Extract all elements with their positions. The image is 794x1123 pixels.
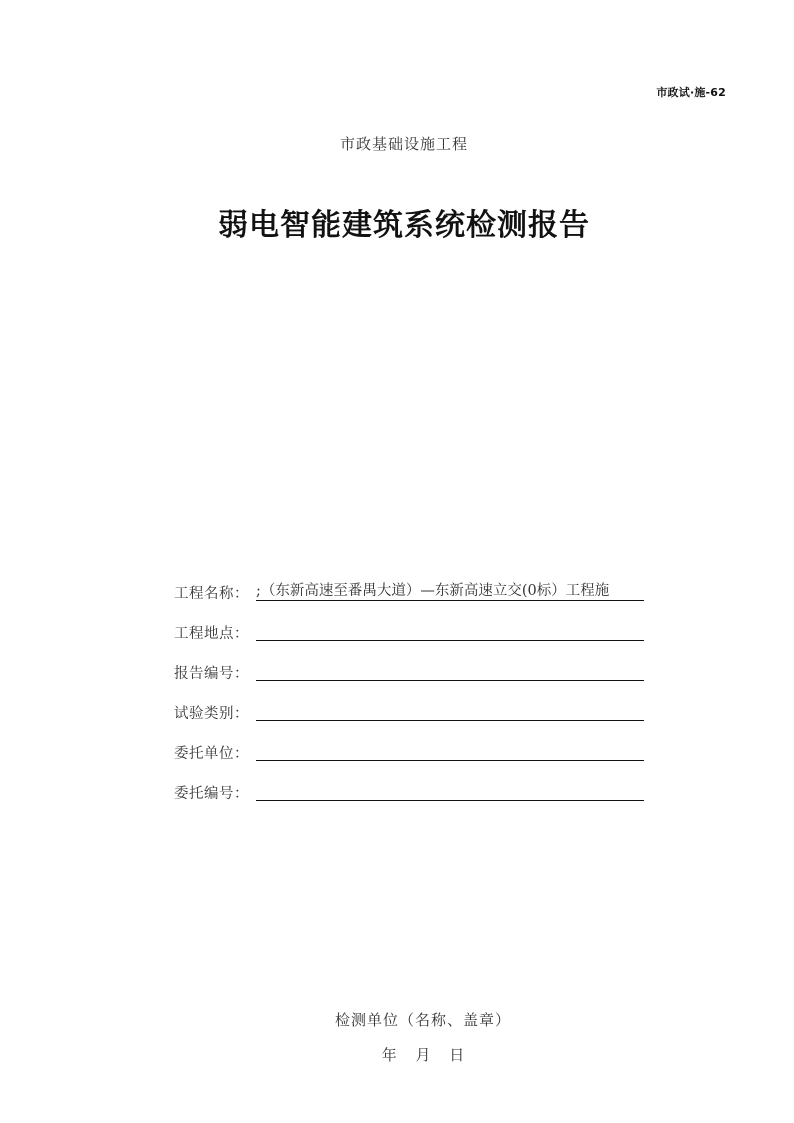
document-subtitle: 市政基础设施工程: [339, 135, 468, 153]
field-project-name: [174, 578, 644, 618]
testing-unit-signature: 检测单位（名称、盖章）: [334, 1011, 511, 1029]
form-code: 市政试·施-62: [656, 86, 726, 99]
field-value[interactable]: [256, 698, 644, 721]
field-label: 工程地点：: [174, 626, 249, 642]
field-value[interactable]: [256, 738, 644, 761]
field-test-category: [174, 698, 644, 738]
field-label: 报告编号：: [174, 666, 249, 682]
field-report-number: [174, 658, 644, 698]
field-label: 试验类别：: [174, 706, 249, 722]
field-value[interactable]: ;（东新高速至番禺大道）—东新高速立交(0标）工程施: [256, 578, 644, 601]
field-label: 委托编号：: [174, 786, 249, 802]
field-client-number: [174, 778, 644, 818]
field-value[interactable]: [256, 778, 644, 801]
field-value[interactable]: [256, 618, 644, 641]
document-title: 弱电智能建筑系统检测报告: [218, 208, 590, 243]
field-label: 工程名称：: [174, 586, 249, 602]
field-client-unit: [174, 738, 644, 778]
date-line: 年 月 日: [381, 1046, 465, 1064]
report-info-fields: [174, 578, 644, 818]
field-label: 委托单位：: [174, 746, 249, 762]
field-project-location: [174, 618, 644, 658]
field-value[interactable]: [256, 658, 644, 681]
